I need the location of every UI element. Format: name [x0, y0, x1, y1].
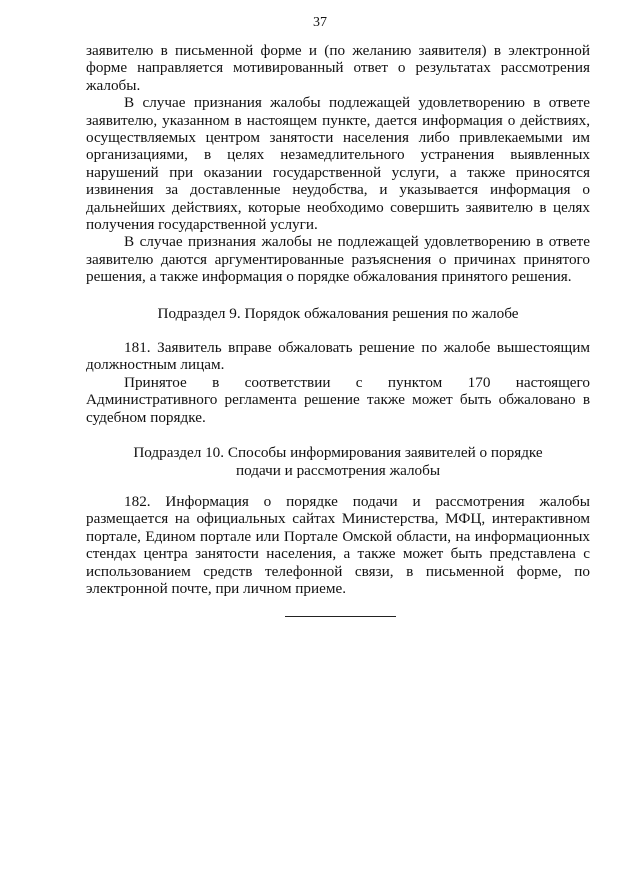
paragraph-181-court: Принятое в соответствии с пунктом 170 настоящего Административного регламента решение также может быть обжаловано в судебном порядке. [86, 373, 590, 426]
paragraph-181: 181. Заявитель вправе обжаловать решение по жалобе вышестоящим должностным лицам. [86, 339, 590, 374]
paragraph-response-sent: заявителю в письменной форме и (по желанию заявителя) в электронной форме направляется мотивированный ответ о результатах рассмотрения жалобы. [86, 42, 590, 94]
page-number: 37 [313, 15, 327, 30]
subsection-9-text-block [86, 339, 590, 426]
subsection-10-heading-line-1: Подраздел 10. Способы информирования заявителей о порядке [133, 444, 543, 461]
closing-divider [285, 616, 396, 617]
paragraph-complaint-rejected: В случае признания жалобы не подлежащей удовлетворению в ответе заявителю даются аргументированные разъяснения о причинах принятого решения, а также информация о порядке обжалования принятого решения. [86, 233, 590, 286]
subsection-10-text-block [86, 493, 590, 597]
paragraph-182: 182. Информация о порядке подачи и рассмотрения жалобы размещается на официальных сайтах Министерства, МФЦ, интерактивном портале, Едином портале или Портале Омской области, на информационных стендах центра занятости населения, а также может быть представлена с использованием средств телефонной связи, в письменной форме, по электронной почте, при личном приеме. [86, 493, 590, 598]
section-text-block [86, 42, 590, 286]
subsection-10-heading-line-2: подачи и рассмотрения жалобы [235, 462, 441, 479]
subsection-10-heading [86, 444, 590, 480]
paragraph-complaint-satisfied: В случае признания жалобы подлежащей удовлетворению в ответе заявителю, указанном в настоящем пункте, дается информация о действиях, осуществляемых центром занятости населения либо привлекаемыми им организациями, в целях незамедлительного устранения выявленных нарушений при оказании государственной услуги, а также приносятся извинения за доставленные неудобства, и указывается информация о дальнейших действиях, которые необходимо совершить заявителю в целях получения государственной услуги. [86, 94, 590, 234]
subsection-9-heading: Подраздел 9. Порядок обжалования решения по жалобе [157, 305, 519, 322]
